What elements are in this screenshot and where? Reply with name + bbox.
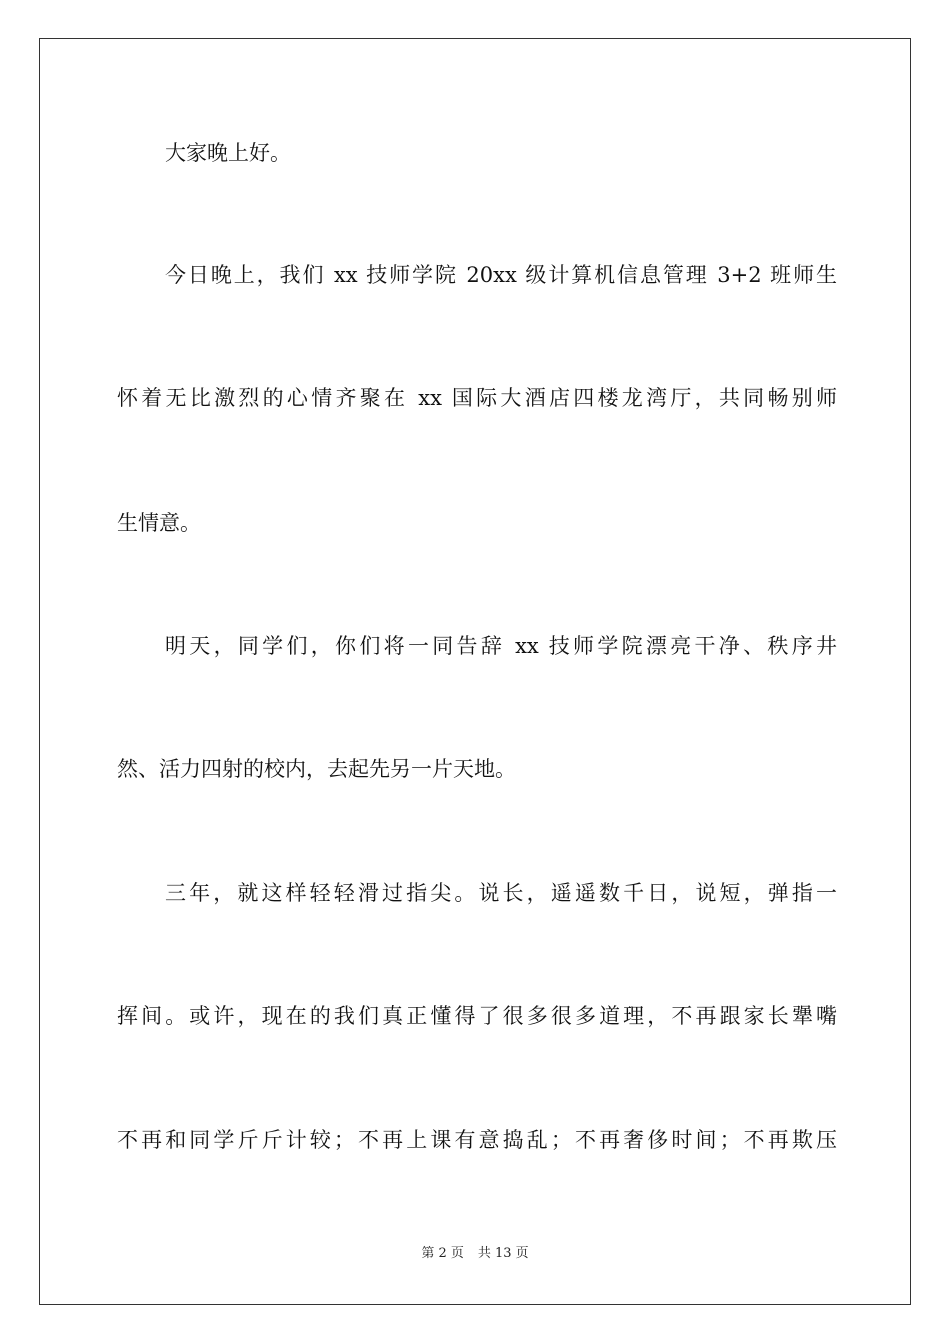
paragraph-line: 今日晚上，我们 xx 技师学院 20xx 级计算机信息管理 3+2 班师生 xyxy=(165,263,837,287)
page-total: 共 13 页 xyxy=(477,1246,529,1261)
paragraph-line: 明天，同学们，你们将一同告辞 xx 技师学院漂亮干净、秩序井 xyxy=(165,634,837,658)
paragraph-line: 不再和同学斤斤计较；不再上课有意捣乱；不再奢侈时间；不再欺压 xyxy=(117,1128,837,1152)
paragraph-line: 三年，就这样轻轻滑过指尖。说长，遥遥数千日，说短，弹指一 xyxy=(165,881,837,905)
page-footer xyxy=(0,1244,950,1264)
paragraph-line: 挥间。或许，现在的我们真正懂得了很多很多道理，不再跟家长犟嘴 xyxy=(117,1004,837,1028)
page-number: 第 2 页 xyxy=(421,1246,464,1261)
paragraph-line: 生情意。 xyxy=(117,511,201,535)
paragraph-line: 大家晚上好。 xyxy=(165,141,291,165)
page-frame xyxy=(39,38,911,1305)
paragraph-line: 怀着无比激烈的心情齐聚在 xx 国际大酒店四楼龙湾厅，共同畅别师 xyxy=(117,386,837,410)
paragraph-line: 然、活力四射的校内，去起先另一片天地。 xyxy=(117,757,516,781)
